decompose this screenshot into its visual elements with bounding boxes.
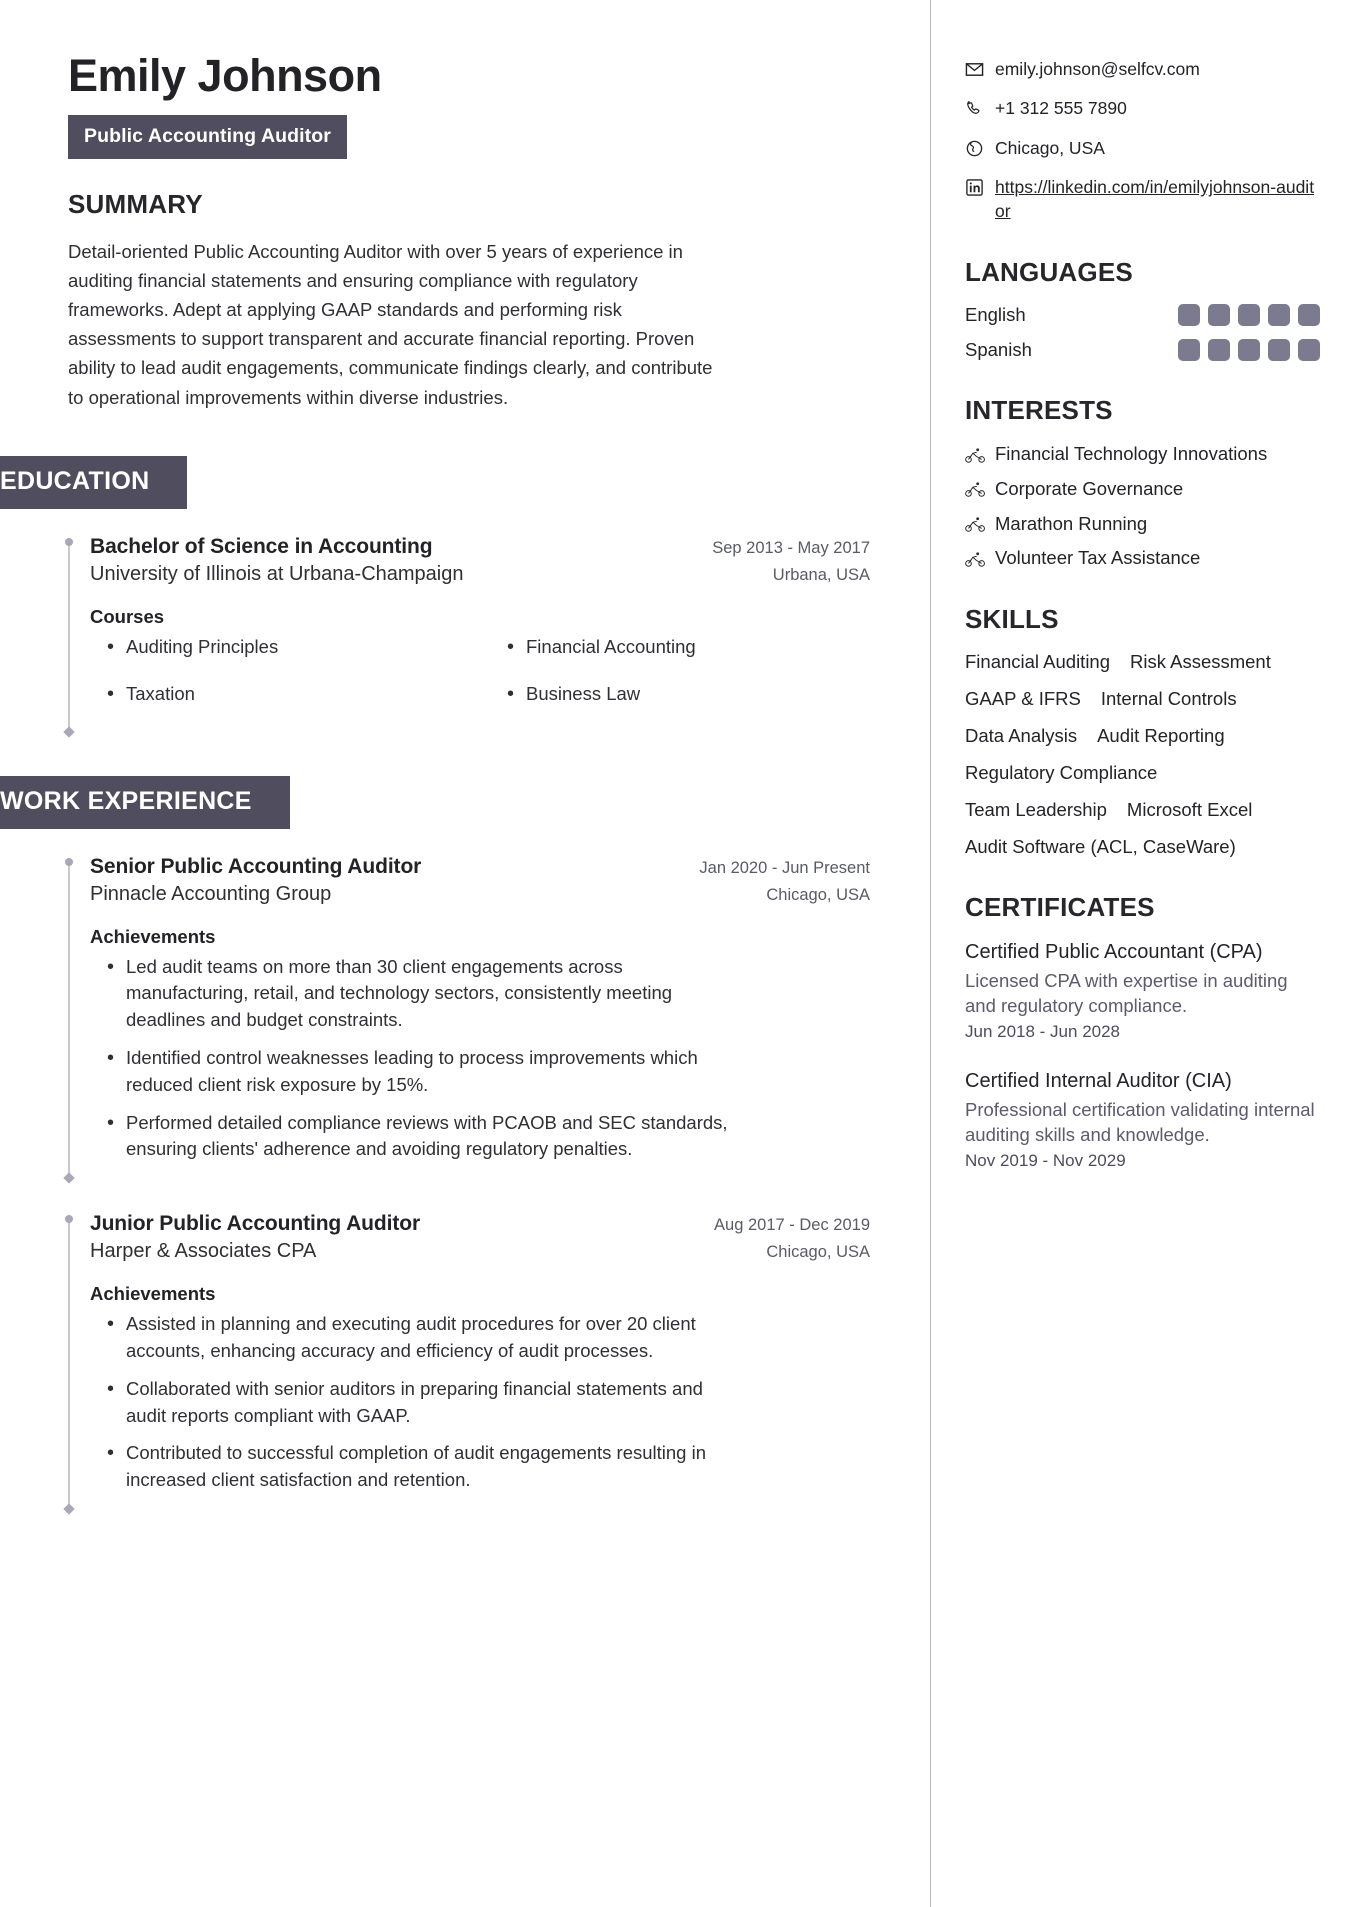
interests-heading: INTERESTS [965,395,1113,426]
skill-item: Risk Assessment [1130,650,1271,672]
page-title: Emily Johnson [68,50,382,101]
summary-text: Detail-oriented Public Accounting Auditor with over 5 years of experience in auditing financial statements and ensuring compliance with regulatory frameworks. Adept at applying GAAP standards and performing risk assessments to support transparent and accurate financial reporting. Proven ability to lead audit engagements, communicate findings clearly, and contribute to operational improvements within diverse industries. [68,240,713,408]
bicycle-icon [965,446,986,463]
work-entry-subheader [90,879,870,906]
main-column-inner [0,52,870,412]
proficiency-square [1178,339,1200,361]
list-item: • Business Law [490,681,870,708]
timeline-end-diamond-icon [63,726,74,737]
achievements-label: Achievements [90,925,216,947]
timeline-line [68,864,70,1179]
skill-item: Regulatory Compliance [965,761,1158,783]
degree-title: Bachelor of Science in Accounting [90,534,433,558]
proficiency-square [1298,339,1320,361]
contact-location-value: Chicago, USA [995,137,1105,158]
courses-list [90,634,870,728]
timeline-dot-icon [65,858,73,866]
timeline-line [68,544,70,732]
timeline-line [68,1221,70,1509]
language-row-spanish [965,339,1320,361]
education-entry [68,535,870,732]
certificate-date: Nov 2019 - Nov 2029 [965,1150,1126,1170]
certificate-description: Professional certification validating internal auditing skills and knowledge. [965,1098,1315,1146]
phone-icon [965,99,984,118]
certificate-item [965,1068,1320,1171]
education-dates: Sep 2013 - May 2017 [712,538,870,557]
bicycle-icon [965,515,986,532]
school-name: University of Illinois at Urbana-Champaign [90,562,464,585]
achievements-list [90,1311,870,1494]
timeline-dot-icon [65,1215,73,1223]
language-name: English [965,304,1026,326]
bicycle-icon [965,550,986,567]
skills-heading: SKILLS [965,603,1059,634]
summary-heading: SUMMARY [68,188,203,219]
job-position: Junior Public Accounting Auditor [90,1212,421,1236]
proficiency-square [1208,304,1230,326]
interest-item [965,477,1320,501]
proficiency-square [1238,304,1260,326]
job-dates: Aug 2017 - Dec 2019 [714,1216,870,1235]
interest-item [965,512,1320,536]
interest-item [965,442,1320,466]
skill-item: Audit Reporting [1097,724,1225,746]
interest-label: Marathon Running [995,512,1148,534]
language-proficiency-spanish [1178,339,1320,361]
job-position: Senior Public Accounting Auditor [90,854,422,878]
job-title-badge: Public Accounting Auditor [68,115,347,159]
work-experience-body [0,855,870,1510]
skills-list [965,651,1315,858]
list-item: • Taxation [90,681,470,708]
job-location: Chicago, USA [766,1243,870,1262]
work-experience-heading: WORK EXPERIENCE [0,776,290,829]
certificate-description: Licensed CPA with expertise in auditing and regulatory compliance. [965,969,1288,1017]
list-item: • Financial Accounting [490,634,870,661]
skill-item: Team Leadership [965,798,1107,820]
job-location: Chicago, USA [766,885,870,904]
skill-item: GAAP & IFRS [965,687,1081,709]
skill-item: Financial Auditing [965,650,1111,672]
entry-spacer [68,1178,870,1212]
education-heading: EDUCATION [0,456,187,509]
bicycle-icon [965,480,986,497]
certificate-name: Certified Internal Auditor (CIA) [965,1069,1232,1092]
sidebar [930,0,1350,1907]
skill-item: Microsoft Excel [1126,798,1253,820]
language-name: Spanish [965,339,1032,361]
education-band [0,456,870,509]
proficiency-square [1238,339,1260,361]
work-entry [68,855,870,1179]
skill-item: Internal Controls [1100,687,1237,709]
languages-heading: LANGUAGES [965,257,1133,288]
certificate-name: Certified Public Accountant (CPA) [965,940,1263,963]
linkedin-icon [965,178,984,197]
education-entry-subheader [90,559,870,586]
contact-phone-value: +1 312 555 7890 [995,98,1127,119]
work-experience-band [0,776,870,829]
envelope-icon [965,60,984,79]
certificate-item [965,939,1320,1042]
courses-label: Courses [90,605,165,627]
proficiency-square [1268,339,1290,361]
language-row-english [965,304,1320,326]
list-item: • Assisted in planning and executing audit procedures for over 20 client accounts, enhancing accuracy and efficiency of audit processes. [90,1311,740,1365]
contact-linkedin[interactable] [965,176,1320,223]
achievements-label: Achievements [90,1283,216,1305]
list-item: • Led audit teams on more than 30 client engagements across manufacturing, retail, and technology sectors, consistently meeting deadlines and budget constraints. [90,954,740,1034]
globe-icon [965,139,984,158]
timeline-end-diamond-icon [63,1503,74,1514]
education-body [0,535,870,732]
proficiency-square [1208,339,1230,361]
skill-item: Data Analysis [965,724,1078,746]
timeline-dot-icon [65,538,73,546]
interest-label: Volunteer Tax Assistance [995,547,1201,569]
list-item: • Contributed to successful completion of audit engagements resulting in increased client satisfaction and retention. [90,1440,740,1494]
contact-email[interactable] [965,58,1320,81]
company-name: Harper & Associates CPA [90,1240,317,1263]
contact-email-value: emily.johnson@selfcv.com [995,59,1200,79]
contact-phone[interactable] [965,97,1320,120]
language-proficiency-english [1178,304,1320,326]
proficiency-square [1268,304,1290,326]
list-item: • Identified control weaknesses leading to process improvements which reduced client risk exposure by 15%. [90,1045,740,1099]
certificate-date: Jun 2018 - Jun 2028 [965,1021,1121,1041]
proficiency-square [1298,304,1320,326]
certificates-heading: CERTIFICATES [965,891,1155,922]
list-item: • Auditing Principles [90,634,470,661]
education-location: Urbana, USA [772,565,870,584]
skill-item: Audit Software (ACL, CaseWare) [965,835,1236,857]
interest-label: Corporate Governance [995,477,1184,499]
education-entry-header [90,535,870,559]
contact-linkedin-value[interactable]: https://linkedin.com/in/emilyjohnson-auditor [995,177,1315,221]
proficiency-square [1178,304,1200,326]
work-entry-subheader [90,1236,870,1263]
work-entry [68,1212,870,1509]
interest-item [965,546,1320,570]
interest-label: Financial Technology Innovations [995,443,1268,465]
achievements-list [90,954,870,1164]
list-item: • Performed detailed compliance reviews with PCAOB and SEC standards, ensuring clients' adherence and avoiding regulatory penalties. [90,1110,740,1164]
work-entry-header [90,855,870,879]
list-item: • Collaborated with senior auditors in preparing financial statements and audit reports compliant with GAAP. [90,1376,740,1430]
job-dates: Jan 2020 - Jun Present [699,858,870,877]
work-entry-header [90,1212,870,1236]
contact-location[interactable] [965,137,1320,160]
company-name: Pinnacle Accounting Group [90,882,332,905]
